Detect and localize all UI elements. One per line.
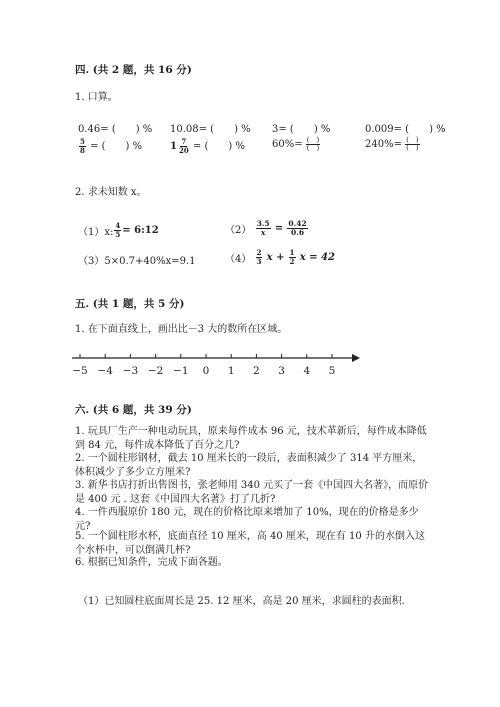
q2-title: 2. 求未知数 x。 bbox=[75, 187, 147, 198]
problem-1: 1. 玩具厂生产一种电动玩具，原来每件成本 96 元，技术革新后，每件成本降低到 84 元，每件成本降低了百分之几? bbox=[75, 426, 427, 451]
equation-3: （3）5×0.7+40%x=9.1 bbox=[78, 256, 196, 267]
number-line-tick-label: −3 bbox=[122, 365, 139, 377]
oral-item-8: 240%= ( ) ( ) bbox=[365, 136, 419, 152]
number-line-arrow bbox=[352, 354, 360, 362]
number-line-tick-label: 4 bbox=[303, 365, 311, 377]
number-line-tick-label: −2 bbox=[147, 365, 164, 377]
problem-3: 3. 新华书店打折出售图书，张老师用 340 元买了一套《中国四大名著》，而原价是 400 元 . 这套《中国四大名著》打了几折? bbox=[75, 480, 429, 505]
oral-item-2: 10.08= ( ) % bbox=[170, 124, 251, 135]
number-line-tick-label: −5 bbox=[72, 365, 88, 377]
oral-item-4: 0.009= ( ) % bbox=[365, 124, 446, 135]
number-line-tick-label: −4 bbox=[97, 365, 113, 377]
oral-item-5: $\frac{5}{8}$ = ( ) % bbox=[80, 137, 143, 155]
number-line-tick-label: −1 bbox=[173, 365, 189, 377]
problem-4: 4. 一件西服原价 180 元，现在的价格比原来增加了 10%，现在的价格是多少元? bbox=[75, 507, 419, 532]
oral-item-7: 60%= ( ) ( ) bbox=[272, 136, 320, 152]
section6-title: 六. (共 6 题，共 39 分) bbox=[75, 404, 192, 416]
section5-title: 五. (共 1 题，共 5 分) bbox=[75, 298, 185, 310]
number-line bbox=[70, 350, 370, 380]
q1-title: 1. 口算。 bbox=[75, 92, 118, 103]
section5-q1: 1. 在下面直线上，画出比－3 大的数所在区域。 bbox=[75, 324, 288, 335]
problem-5: 5. 一个圆柱形水杯，底面直径 10 厘米，高 40 厘米，现在有 10 升的水倒入这个水杯中，可以倒满几杯? bbox=[75, 531, 425, 556]
task-1: （1）已知圆柱底面周长是 25. 12 厘米，高是 20 厘米，求圆柱的表面积. bbox=[78, 596, 405, 607]
number-line-tick-label: 0 bbox=[202, 365, 210, 377]
equation-1: （1）x: $\frac{4}{5}$ = 6:12 bbox=[78, 221, 159, 239]
equation-4: （4） $\frac{2}{3}$ x + $\frac{1}{2}$ x = 42 bbox=[225, 248, 335, 266]
problem-2: 2. 一个圆柱形钢材，截去 10 厘米长的一段后，表面积减少了 314 平方厘米，体积减少了多少立方厘米? bbox=[75, 453, 423, 478]
oral-item-1: 0.46= ( ) % bbox=[78, 124, 153, 135]
number-line-tick-label: 3 bbox=[278, 365, 285, 377]
number-line-tick-label: 2 bbox=[253, 365, 260, 377]
problem-6: 6. 根据已知条件，完成下面各题。 bbox=[75, 557, 228, 568]
equation-2: （2） $\frac{3.5}{x}$ = $\frac{0.42}{0.6}$ bbox=[225, 219, 307, 237]
number-line-tick-label: 1 bbox=[227, 365, 235, 377]
number-line-tick-label: 5 bbox=[328, 365, 336, 377]
oral-item-6: 1 $\frac{7}{20}$ = ( ) % bbox=[170, 137, 245, 155]
oral-item-3: 3= ( ) % bbox=[272, 124, 331, 135]
section4-title: 四. (共 2 题，共 16 分) bbox=[75, 64, 192, 76]
